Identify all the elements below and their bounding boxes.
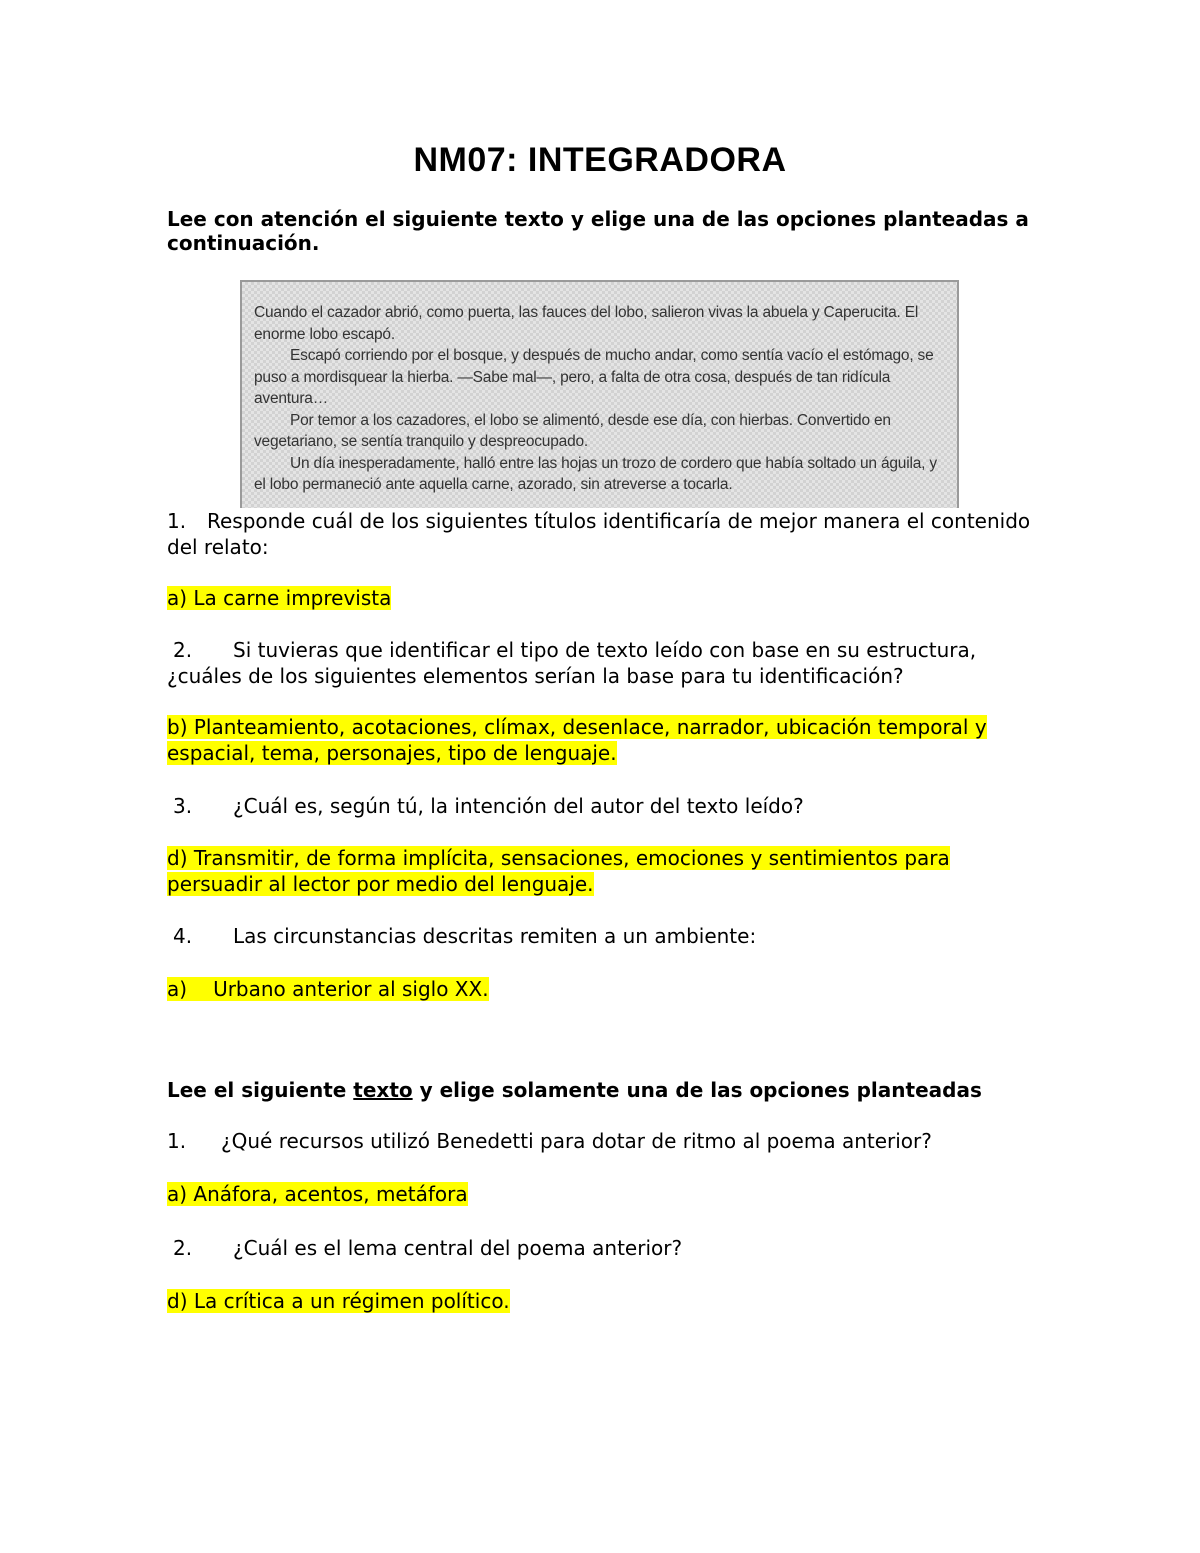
section1-instruction: Lee con atención el siguiente texto y elige una de las opciones planteadas a continuación. [167,207,1029,255]
answer-2 [167,714,1047,766]
question-number: 1. [167,1129,187,1153]
section2-question-2 [167,1235,1047,1261]
passage-paragraph: Escapó corriendo por el bosque, y después de mucho andar, como sentía vacío el estómago, se puso a mordisquear la hierba. —Sabe mal—, pero, a falta de otra cosa, después de tan ridícula aventura… [254,347,934,407]
highlighted-answer: a) La carne imprevista [167,586,392,610]
question-3 [167,793,1047,819]
answer-4 [167,976,1047,1002]
section2-answer-2 [167,1288,1047,1314]
passage-paragraph: Un día inesperadamente, halló entre las hojas un trozo de cordero que había soltado un águila, y el lobo permaneció ante aquella carne, azorado, sin atreverse a tocarla. [254,454,937,493]
question-text: Responde cuál de los siguientes títulos identificaría de mejor manera el contenido del relato: [167,509,1031,559]
question-number: 3. [173,794,193,818]
section2-answer-1 [167,1181,1047,1207]
question-text: ¿Qué recursos utilizó Benedetti para dotar de ritmo al poema anterior? [221,1129,932,1153]
reading-passage-image [240,280,959,508]
question-2 [167,637,1047,689]
question-number: 1. [167,509,187,533]
passage-paragraph: Por temor a los cazadores, el lobo se alimentó, desde ese día, con hierbas. Convertido en vegetariano, se sentía tranquilo y despreocupado. [254,411,891,450]
answer-text: Urbano anterior al siglo XX. [213,977,489,1001]
answer-letter: a) [167,977,188,1001]
section2-question-1 [167,1128,1047,1154]
question-text: Las circunstancias descritas remiten a un ambiente: [233,924,757,948]
question-text: ¿Cuál es, según tú, la intención del autor del texto leído? [233,794,804,818]
highlighted-answer [167,977,489,1001]
question-text: ¿Cuál es el lema central del poema anterior? [233,1236,683,1260]
section2-instruction: Lee el siguiente texto y elige solamente una de las opciones planteadas [167,1078,982,1102]
question-number: 2. [173,1236,193,1260]
highlighted-answer: a) Anáfora, acentos, metáfora [167,1182,468,1206]
answer-1 [167,585,1047,611]
highlighted-answer: d) Transmitir, de forma implícita, sensaciones, emociones y sentimientos para persuadir al lector por medio del lenguaje. [167,846,950,896]
answer-3 [167,845,1047,897]
question-text: Si tuvieras que identificar el tipo de texto leído con base en su estructura, ¿cuáles de los siguientes elementos serían la base para tu identificación? [167,638,977,688]
texto-link[interactable]: texto [353,1078,413,1102]
highlighted-answer: b) Planteamiento, acotaciones, clímax, desenlace, narrador, ubicación temporal y espacial, tema, personajes, tipo de lenguaje. [167,715,987,765]
highlighted-answer: d) La crítica a un régimen político. [167,1289,510,1313]
page-title: NM07: INTEGRADORA [413,141,787,179]
question-number: 2. [173,638,193,662]
question-number: 4. [173,924,193,948]
question-1 [167,508,1047,560]
passage-paragraph: Cuando el cazador abrió, como puerta, las fauces del lobo, salieron vivas la abuela y Caperucita. El enorme lobo escapó. [254,304,919,343]
question-4 [167,923,1047,949]
